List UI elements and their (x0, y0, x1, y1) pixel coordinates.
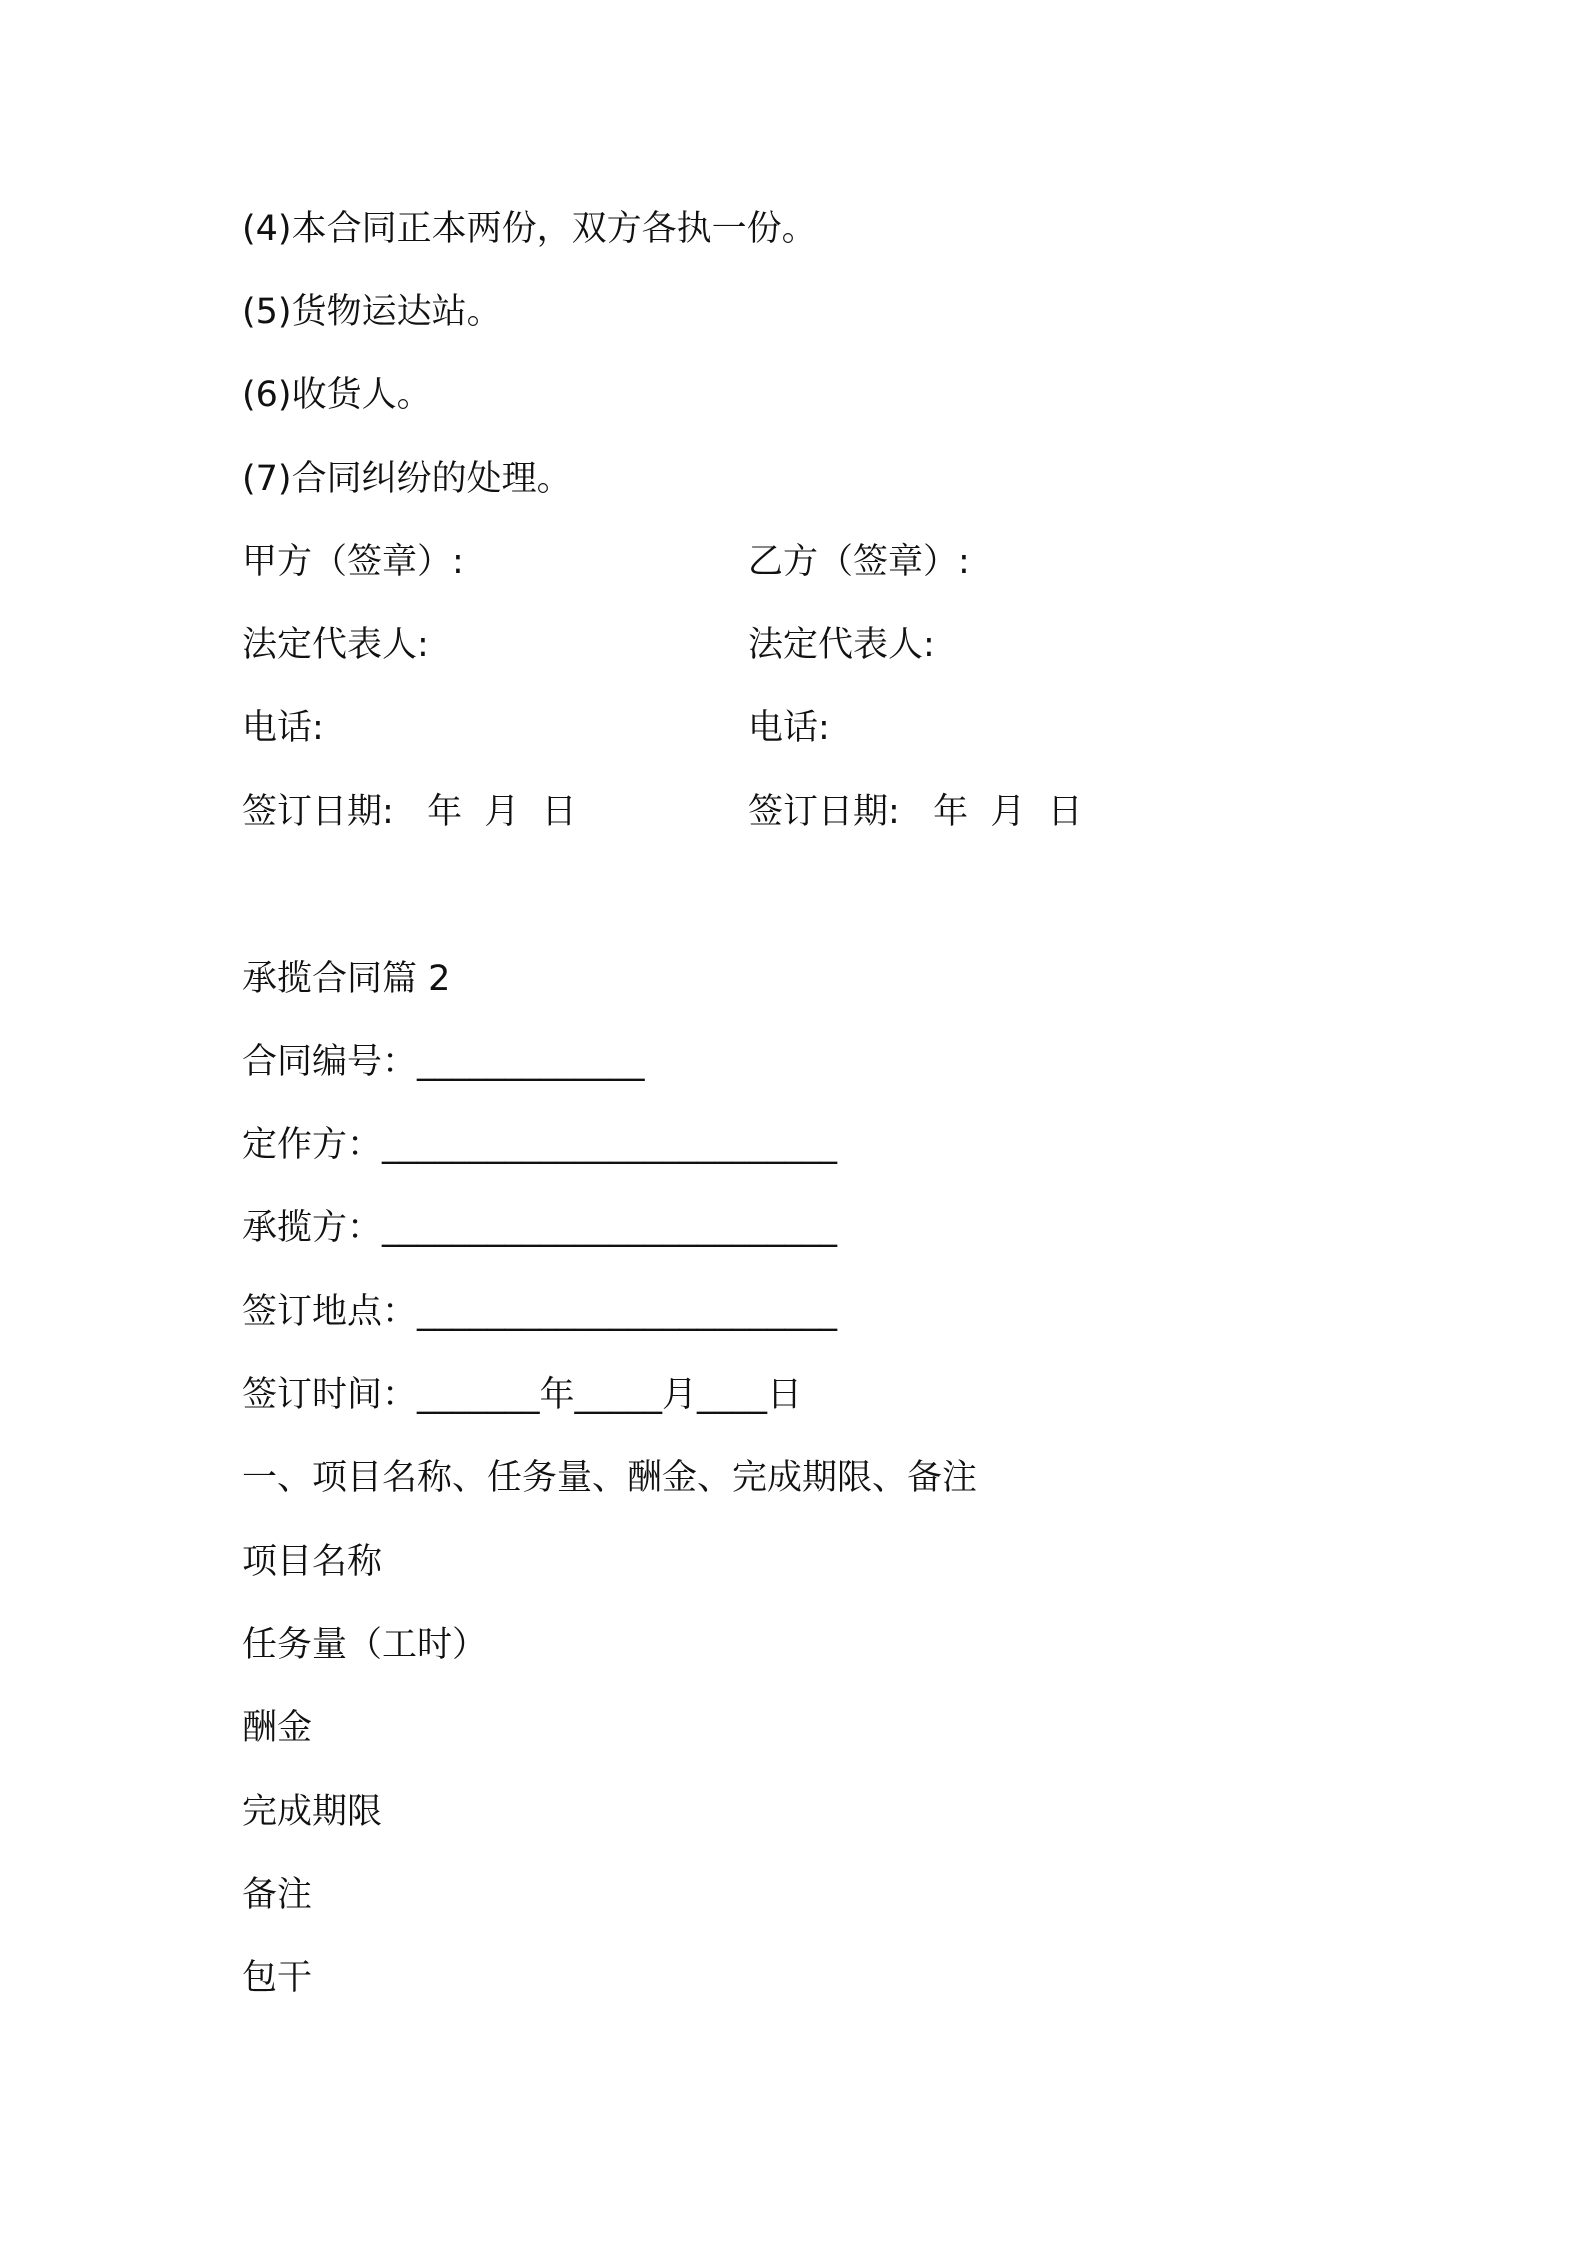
clause-4: (4)本合同正本两份，双方各执一份。 (242, 209, 817, 249)
lump-sum-label: 包干 (242, 1958, 313, 1998)
party-b-date-label: 签订日期: 年 月 日 (748, 792, 1083, 832)
clause-5: (5)货物运达站。 (242, 292, 502, 332)
section-one-heading: 一、项目名称、任务量、酬金、完成期限、备注 (242, 1458, 978, 1498)
party-a-seal-label: 甲方（签章）: (242, 542, 464, 582)
contract-number-field: 合同编号：_____________ (242, 1042, 645, 1082)
signing-time-field: 签订时间：_______年_____月____日 (242, 1375, 803, 1415)
clause-6: (6)收货人。 (242, 375, 432, 415)
party-a-phone-label: 电话: (242, 708, 324, 748)
orderer-field: 定作方：__________________________ (242, 1125, 838, 1165)
party-b-rep-label: 法定代表人: (748, 625, 935, 665)
party-a-date-label: 签订日期: 年 月 日 (242, 792, 577, 832)
contract-two-title: 承揽合同篇 2 (242, 959, 451, 999)
task-amount-label: 任务量（工时） (242, 1625, 488, 1665)
deadline-label: 完成期限 (242, 1792, 383, 1832)
remuneration-label: 酬金 (242, 1708, 313, 1748)
remarks-label: 备注 (242, 1875, 313, 1915)
clause-7: (7)合同纠纷的处理。 (242, 459, 572, 499)
party-b-seal-label: 乙方（签章）: (748, 542, 970, 582)
item-name-label: 项目名称 (242, 1542, 383, 1582)
party-a-rep-label: 法定代表人: (242, 625, 429, 665)
party-b-phone-label: 电话: (748, 708, 830, 748)
signing-place-field: 签订地点：________________________ (242, 1292, 838, 1332)
contractor-field: 承揽方：__________________________ (242, 1208, 838, 1248)
